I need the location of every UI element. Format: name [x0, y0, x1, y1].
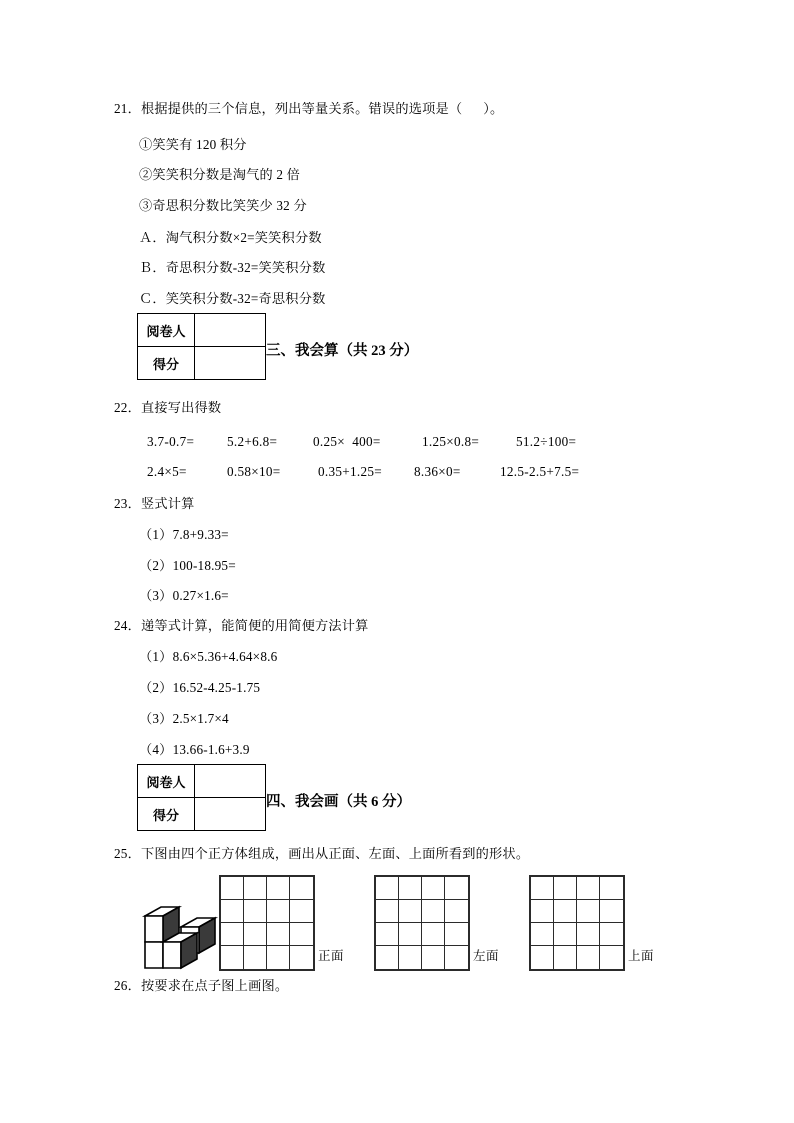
grid-row [531, 900, 623, 923]
q22-item-1: 3.7-0.7= [147, 434, 195, 449]
grid-cell[interactable] [422, 946, 445, 969]
answer-grid-left-view[interactable] [374, 875, 470, 971]
question-21-option-c[interactable]: Ｃ．笑笑积分数-32=奇思积分数 [139, 291, 326, 306]
section-4-heading: 四、我会画（共 6 分） [266, 794, 411, 810]
grid-cell[interactable] [600, 900, 623, 923]
grid-cell[interactable] [445, 923, 468, 946]
q24-item-2: （2）16.52-4.25-1.75 [139, 680, 261, 695]
grid-cell[interactable] [577, 900, 600, 923]
grid-cell[interactable] [554, 923, 577, 946]
grid-row [221, 877, 313, 900]
grid-cell[interactable] [531, 923, 554, 946]
grid-cell[interactable] [244, 946, 267, 969]
grid-row [531, 946, 623, 969]
answer-grid-top-view[interactable] [529, 875, 625, 971]
grid-cell[interactable] [221, 877, 244, 900]
section-3-heading: 三、我会算（共 23 分） [266, 343, 419, 359]
grid-cell[interactable] [600, 946, 623, 969]
view-label-top: 上面 [628, 949, 655, 963]
score-label: 得分 [138, 347, 195, 380]
grid-cell[interactable] [290, 923, 313, 946]
q24-item-3: （3）2.5×1.7×4 [139, 711, 229, 726]
grid-cell[interactable] [267, 877, 290, 900]
grid-cell[interactable] [244, 900, 267, 923]
grid-cell[interactable] [244, 923, 267, 946]
grid-row [376, 877, 468, 900]
q22-item-10: 12.5-2.5+7.5= [500, 464, 580, 479]
grid-cell[interactable] [376, 946, 399, 969]
q22-item-9: 8.36×0= [414, 464, 461, 479]
question-26-stem: 26．按要求在点子图上画图。 [114, 978, 289, 993]
question-21-stem: 21．根据提供的三个信息，列出等量关系。错误的选项是（ ）。 [114, 101, 504, 116]
grid-row [221, 900, 313, 923]
grid-row [221, 923, 313, 946]
question-21-fact-3: ③奇思积分数比笑笑少 32 分 [139, 198, 307, 213]
grid-cell[interactable] [399, 923, 422, 946]
grid-cell[interactable] [376, 923, 399, 946]
answer-grid-front-view[interactable] [219, 875, 315, 971]
grid-cell[interactable] [376, 900, 399, 923]
question-21-option-a[interactable]: Ａ．淘气积分数×2=笑笑积分数 [139, 230, 322, 245]
question-24-stem: 24．递等式计算，能简便的用简便方法计算 [114, 618, 369, 633]
grid-cell[interactable] [600, 877, 623, 900]
view-label-front: 正面 [318, 949, 345, 963]
q22-item-7: 0.58×10= [227, 464, 281, 479]
grid-row [531, 923, 623, 946]
q22-item-8: 0.35+1.25= [318, 464, 383, 479]
grader-value-cell[interactable] [195, 765, 266, 798]
grid-row [376, 946, 468, 969]
grid-cell[interactable] [445, 900, 468, 923]
score-box-section-3 [137, 313, 266, 380]
table-row [138, 765, 266, 798]
grader-label: 阅卷人 [138, 314, 195, 347]
table-row [138, 798, 266, 831]
grid-cell[interactable] [577, 923, 600, 946]
score-label: 得分 [138, 798, 195, 831]
grid-cell[interactable] [244, 877, 267, 900]
grid-cell[interactable] [290, 946, 313, 969]
q22-item-5: 51.2÷100= [516, 434, 577, 449]
question-21-fact-1: ①笑笑有 120 积分 [139, 137, 247, 152]
grid-cell[interactable] [422, 923, 445, 946]
grader-value-cell[interactable] [195, 314, 266, 347]
grid-cell[interactable] [554, 900, 577, 923]
q23-item-2: （2）100-18.95= [139, 558, 236, 573]
question-25-stem: 25．下图由四个正方体组成，画出从正面、左面、上面所看到的形状。 [114, 846, 530, 861]
grid-cell[interactable] [399, 877, 422, 900]
grid-row [376, 923, 468, 946]
grid-cell[interactable] [577, 877, 600, 900]
grid-cell[interactable] [554, 946, 577, 969]
grid-cell[interactable] [267, 900, 290, 923]
grid-cell[interactable] [221, 923, 244, 946]
question-22-stem: 22．直接写出得数 [114, 400, 222, 415]
grid-row [531, 877, 623, 900]
grid-cell[interactable] [600, 923, 623, 946]
grid-cell[interactable] [290, 877, 313, 900]
grid-cell[interactable] [554, 877, 577, 900]
grid-row [221, 946, 313, 969]
q24-item-4: （4）13.66-1.6+3.9 [139, 742, 250, 757]
grid-cell[interactable] [267, 946, 290, 969]
q22-item-2: 5.2+6.8= [227, 434, 278, 449]
q23-item-1: （1）7.8+9.33= [139, 527, 229, 542]
grid-cell[interactable] [422, 877, 445, 900]
four-cube-solid-figure [136, 893, 226, 975]
table-row [138, 347, 266, 380]
table-row [138, 314, 266, 347]
grid-cell[interactable] [376, 877, 399, 900]
grader-label: 阅卷人 [138, 765, 195, 798]
q22-item-3: 0.25× 400= [313, 434, 381, 449]
view-label-left: 左面 [473, 949, 500, 963]
grid-cell[interactable] [399, 900, 422, 923]
score-box-section-4 [137, 764, 266, 831]
grid-cell[interactable] [399, 946, 422, 969]
grid-cell[interactable] [221, 946, 244, 969]
q24-item-1: （1）8.6×5.36+4.64×8.6 [139, 649, 278, 664]
q22-item-6: 2.4×5= [147, 464, 187, 479]
grid-cell[interactable] [422, 900, 445, 923]
question-23-stem: 23．竖式计算 [114, 496, 195, 511]
q23-item-3: （3）0.27×1.6= [139, 588, 229, 603]
grid-cell[interactable] [531, 877, 554, 900]
grid-cell[interactable] [290, 900, 313, 923]
grid-cell[interactable] [445, 946, 468, 969]
grid-cell[interactable] [531, 946, 554, 969]
score-value-cell[interactable] [195, 347, 266, 380]
q22-item-4: 1.25×0.8= [422, 434, 480, 449]
grid-cell[interactable] [531, 900, 554, 923]
question-21-option-b[interactable]: Ｂ．奇思积分数-32=笑笑积分数 [139, 260, 326, 275]
grid-cell[interactable] [221, 900, 244, 923]
question-21-fact-2: ②笑笑积分数是淘气的 2 倍 [139, 167, 301, 182]
grid-row [376, 900, 468, 923]
grid-cell[interactable] [267, 923, 290, 946]
grid-cell[interactable] [445, 877, 468, 900]
grid-cell[interactable] [577, 946, 600, 969]
score-value-cell[interactable] [195, 798, 266, 831]
